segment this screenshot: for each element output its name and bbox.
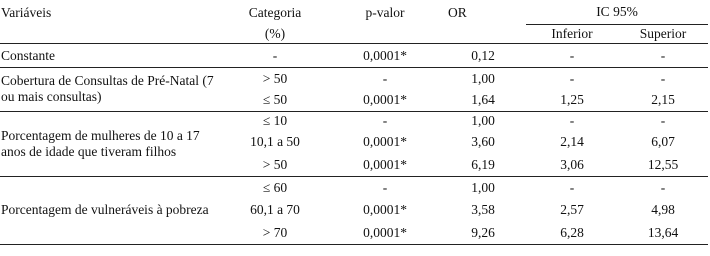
header-or: OR [448, 4, 467, 20]
cell-pvalor: 0,0001* [330, 153, 440, 176]
header-superior: Superior [618, 24, 708, 43]
cell-inferior: - [569, 179, 575, 195]
cell-superior: - [618, 43, 708, 67]
header-categoria-unit: (%) [220, 24, 330, 43]
cell-categoria: > 70 [220, 221, 330, 244]
cell-pvalor: 0,0001* [363, 202, 407, 217]
cell-pvalor: - [382, 113, 388, 129]
cell-categoria: 60,1 a 70 [250, 202, 300, 217]
header-pvalor: p-valor [365, 4, 405, 20]
cell-superior: - [660, 179, 666, 195]
header-ic: IC 95% [526, 0, 708, 24]
header-categoria: Categoria [248, 4, 302, 20]
cell-or: 0,12 [440, 43, 526, 67]
cell-pvalor: - [382, 70, 388, 86]
cell-or: 1,00 [471, 179, 495, 195]
cell-inferior: - [569, 113, 575, 129]
cell-or: 1,00 [471, 113, 495, 129]
cell-inferior: - [526, 43, 618, 67]
header-row [0, 0, 708, 24]
cell-inferior: 2,14 [560, 134, 584, 149]
cell-or: 1,00 [471, 70, 495, 86]
variable-label: Cobertura de Consultas de Pré-Natal (7 ou mais consultas) [0, 67, 220, 111]
cell-inferior: 1,25 [526, 89, 618, 111]
cell-or: 1,64 [440, 89, 526, 111]
cell-categoria: > 50 [220, 153, 330, 176]
cell-pvalor: 0,0001* [330, 221, 440, 244]
cell-or: 9,26 [440, 221, 526, 244]
cell-pvalor: 0,0001* [363, 134, 407, 149]
table-row [0, 176, 708, 198]
cell-pvalor: - [382, 179, 388, 195]
cell-categoria: ≤ 10 [262, 113, 288, 129]
table-row [0, 67, 708, 89]
cell-or: 3,60 [471, 134, 495, 149]
cell-categoria: > 50 [262, 70, 288, 86]
cell-categoria: - [220, 43, 330, 67]
cell-categoria: ≤ 60 [262, 179, 288, 195]
header-inferior: Inferior [526, 24, 618, 43]
variable-label: Porcentagem de mulheres de 10 a 17 anos de idade que tiveram filhos [0, 111, 220, 176]
subheader-row [0, 24, 708, 43]
cell-categoria: 10,1 a 50 [250, 134, 300, 149]
cell-or: 6,19 [440, 153, 526, 176]
constante-row [0, 43, 708, 67]
cell-inferior: 2,57 [560, 202, 584, 217]
cell-superior: - [660, 70, 666, 86]
cell-superior: 12,55 [618, 153, 708, 176]
cell-inferior: - [569, 70, 575, 86]
cell-superior: 6,07 [651, 134, 675, 149]
cell-inferior: 6,28 [526, 221, 618, 244]
variable-label: Porcentagem de vulneráveis à pobreza [0, 176, 220, 244]
cell-inferior: 3,06 [526, 153, 618, 176]
cell-pvalor: 0,0001* [330, 89, 440, 111]
header-variaveis: Variáveis [1, 4, 52, 20]
cell-superior: 13,64 [618, 221, 708, 244]
cell-superior: 4,98 [651, 202, 675, 217]
cell-categoria: ≤ 50 [220, 89, 330, 111]
cell-or: 3,58 [471, 202, 495, 217]
table-row [0, 111, 708, 130]
constante-label: Constante [0, 43, 220, 67]
cell-superior: - [660, 113, 666, 129]
cell-superior: 2,15 [618, 89, 708, 111]
cell-pvalor: 0,0001* [330, 43, 440, 67]
